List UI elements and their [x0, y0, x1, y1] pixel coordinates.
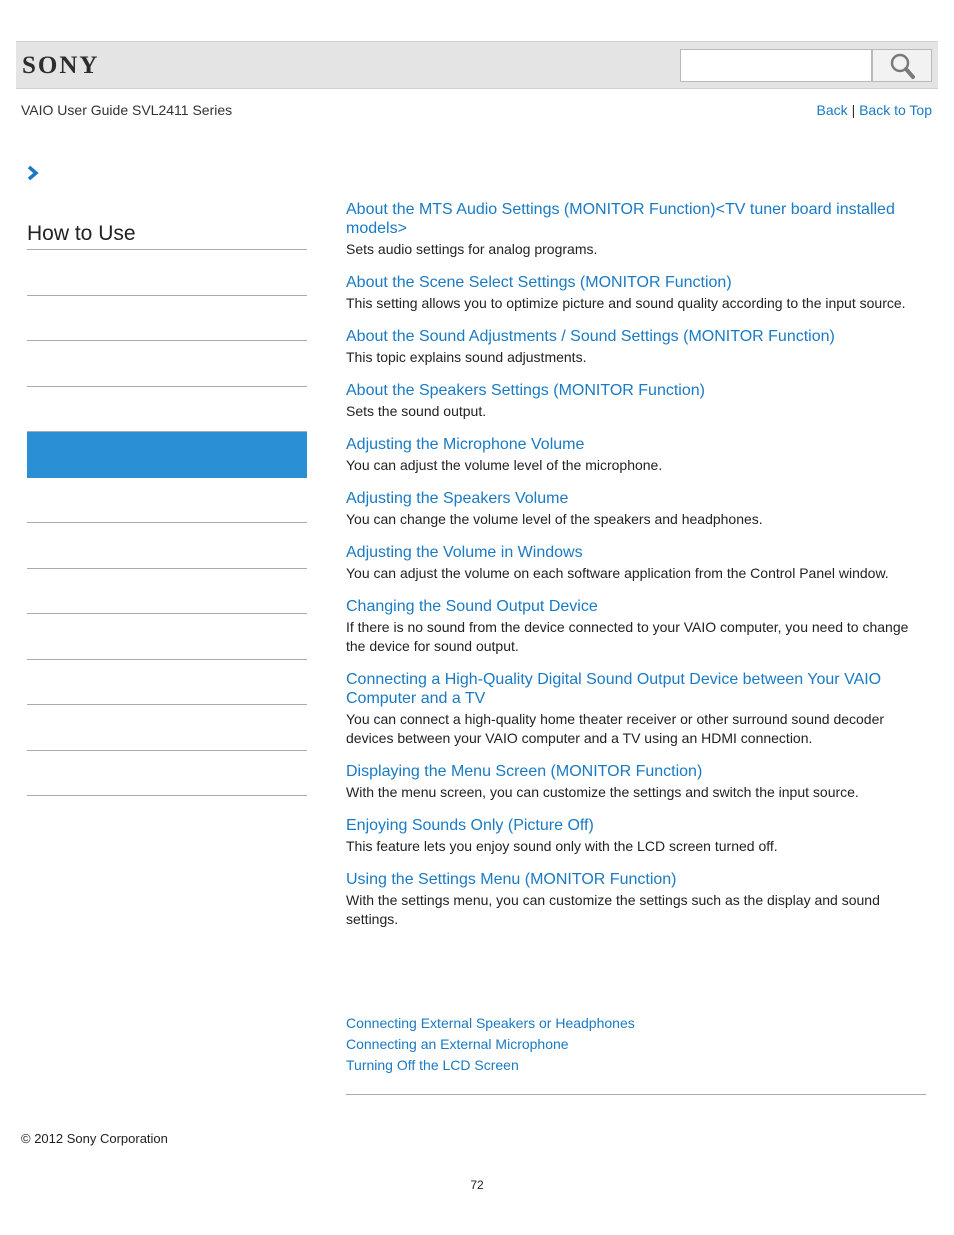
topic-description: Sets the sound output.: [346, 403, 487, 419]
search-input[interactable]: [680, 49, 872, 82]
sidebar-item[interactable]: [27, 705, 307, 751]
topic-link[interactable]: Adjusting the Microphone Volume: [346, 436, 585, 453]
topic-link[interactable]: About the MTS Audio Settings (MONITOR Function)<TV tuner board installed models>: [346, 201, 895, 237]
topic-description: You can connect a high-quality home theater receiver or other surround sound decoder devices between your VAIO computer and a TV using an HDMI connection.: [346, 711, 885, 746]
topic-link[interactable]: Connecting a High-Quality Digital Sound Output Device between Your VAIO Computer and a TV: [346, 671, 882, 707]
sidebar-item[interactable]: [27, 660, 307, 706]
breadcrumb[interactable]: [26, 165, 40, 186]
back-to-top-link[interactable]: Back to Top: [859, 102, 932, 118]
topic-item: [346, 597, 926, 656]
related-link[interactable]: Connecting an External Microphone: [346, 1036, 569, 1052]
topic-item: [346, 870, 926, 929]
header-bar: [16, 41, 938, 89]
guide-title: VAIO User Guide SVL2411 Series: [21, 102, 233, 118]
topic-link[interactable]: About the Speakers Settings (MONITOR Function): [346, 382, 705, 399]
topic-item: [346, 381, 926, 421]
sidebar-item[interactable]: [27, 250, 307, 296]
topic-item: [346, 435, 926, 475]
topic-item: [346, 327, 926, 367]
topic-link[interactable]: About the Scene Select Settings (MONITOR Function): [346, 274, 732, 291]
sony-logo[interactable]: SONY: [22, 52, 100, 79]
topic-description: With the settings menu, you can customize the settings such as the display and sound settings.: [346, 892, 880, 927]
related-link[interactable]: Connecting External Speakers or Headphones: [346, 1015, 635, 1031]
sidebar-item[interactable]: [27, 523, 307, 569]
sidebar-item[interactable]: [27, 341, 307, 387]
topic-item: [346, 816, 926, 856]
sidebar-item[interactable]: [27, 432, 307, 478]
page-number: 72: [470, 1178, 484, 1192]
copyright: © 2012 Sony Corporation: [21, 1131, 168, 1146]
sidebar: [27, 222, 307, 796]
topic-description: You can adjust the volume level of the microphone.: [346, 457, 663, 473]
topic-list: [346, 200, 926, 943]
content-divider: [346, 1094, 926, 1095]
sidebar-item[interactable]: [27, 614, 307, 660]
nav-separator: |: [851, 102, 856, 118]
topic-link[interactable]: Using the Settings Menu (MONITOR Function): [346, 871, 677, 888]
topic-description: You can adjust the volume on each software application from the Control Panel window.: [346, 565, 889, 581]
topic-item: [346, 200, 926, 259]
sidebar-item[interactable]: [27, 569, 307, 615]
topic-item: [346, 670, 926, 748]
topic-description: With the menu screen, you can customize the settings and switch the input source.: [346, 784, 859, 800]
topic-description: Sets audio settings for analog programs.: [346, 241, 598, 257]
related-links: [346, 1013, 635, 1076]
topic-description: This feature lets you enjoy sound only with the LCD screen turned off.: [346, 838, 778, 854]
back-link[interactable]: Back: [816, 102, 848, 118]
sidebar-item[interactable]: [27, 478, 307, 524]
topic-link[interactable]: Enjoying Sounds Only (Picture Off): [346, 817, 594, 834]
topic-link[interactable]: Adjusting the Volume in Windows: [346, 544, 583, 561]
search-button[interactable]: [872, 49, 932, 82]
sidebar-item[interactable]: [27, 751, 307, 797]
sidebar-title: How to Use: [27, 222, 307, 250]
top-navigation: [817, 102, 932, 118]
chevron-right-icon: [26, 165, 40, 181]
topic-link[interactable]: Displaying the Menu Screen (MONITOR Function): [346, 763, 703, 780]
topic-link[interactable]: About the Sound Adjustments / Sound Settings (MONITOR Function): [346, 328, 835, 345]
topic-item: [346, 543, 926, 583]
topic-description: If there is no sound from the device connected to your VAIO computer, you need to change the device for sound output.: [346, 619, 909, 654]
sidebar-item[interactable]: [27, 387, 307, 433]
topic-link[interactable]: Adjusting the Speakers Volume: [346, 490, 569, 507]
topic-item: [346, 762, 926, 802]
topic-description: This topic explains sound adjustments.: [346, 349, 587, 365]
topic-description: This setting allows you to optimize picture and sound quality according to the input source.: [346, 295, 906, 311]
topic-item: [346, 489, 926, 529]
related-link[interactable]: Turning Off the LCD Screen: [346, 1057, 519, 1073]
magnifier-icon: [888, 52, 916, 80]
topic-item: [346, 273, 926, 313]
topic-link[interactable]: Changing the Sound Output Device: [346, 598, 598, 615]
topic-description: You can change the volume level of the speakers and headphones.: [346, 511, 763, 527]
sidebar-item[interactable]: [27, 296, 307, 342]
